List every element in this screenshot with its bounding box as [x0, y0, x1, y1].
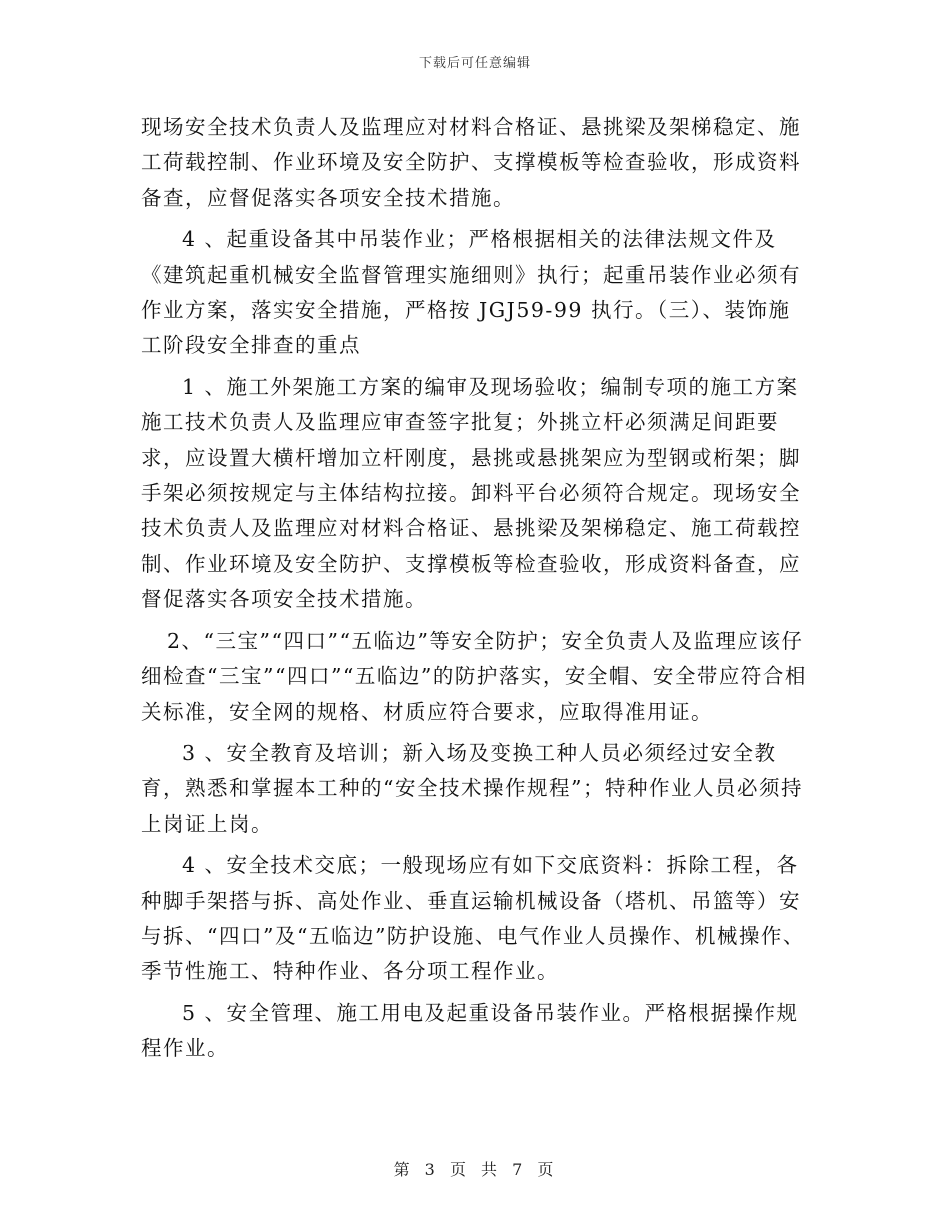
paragraph-4: 2、“三宝”“四口”“五临边”等安全防护；安全负责人及监理应该仔细检查“三宝”“四口”“五临边”的防护落实，安全帽、安全带应符合相关标准，安全网的规格、材质应符合要求，应取得准用证。	[141, 628, 807, 724]
paragraph-1: 现场安全技术负责人及监理应对材料合格证、悬挑梁及架梯稳定、施工荷载控制、作业环境及安全防护、支撑模板等检查验收，形成资料备查，应督促落实各项安全技术措施。	[141, 115, 801, 210]
page-footer: 第 3 页 共 7 页	[393, 1160, 557, 1179]
page-header: 下载后可任意编辑	[418, 56, 531, 71]
document-body	[141, 110, 811, 1073]
paragraph-6: 4 、安全技术交底；一般现场应有如下交底资料：拆除工程，各种脚手架搭与拆、高处作业、垂直运输机械设备（塔机、吊篮等）安与拆、“四口”及“五临边”防护设施、电气作业人员操作、机械操作、季节性施工、特种作业、各分项工程作业。	[141, 853, 805, 984]
paragraph-3: 1 、施工外架施工方案的编审及现场验收；编制专项的施工方案施工技术负责人及监理应审查签字批复；外挑立杆必须满足间距要求，应设置大横杆增加立杆刚度，悬挑或悬挑架应为型钢或桁架；脚手架必须按规定与主体结构拉接。卸料平台必须符合规定。现场安全技术负责人及监理应对材料合格证、悬挑梁及架梯稳定、施工荷载控制、作业环境及安全防护、支撑模板等检查验收，形成资料备查，应督促落实各项安全技术措施。	[141, 374, 801, 612]
paragraph-7: 5 、安全管理、施工用电及起重设备吊装作业。严格根据操作规程作业。	[141, 1000, 799, 1061]
paragraph-2: 4 、起重设备其中吊装作业；严格根据相关的法律法规文件及《建筑起重机械安全监督管理实施细则》执行；起重吊装作业必须有作业方案，落实安全措施，严格按 JGJ59-99 执行。（三）、装饰施工阶段安全排查的重点	[141, 227, 801, 358]
paragraph-5: 3 、安全教育及培训；新入场及变换工种人员必须经过安全教育，熟悉和掌握本工种的“安全技术操作规程”；特种作业人员必须持上岗证上岗。	[141, 740, 803, 836]
